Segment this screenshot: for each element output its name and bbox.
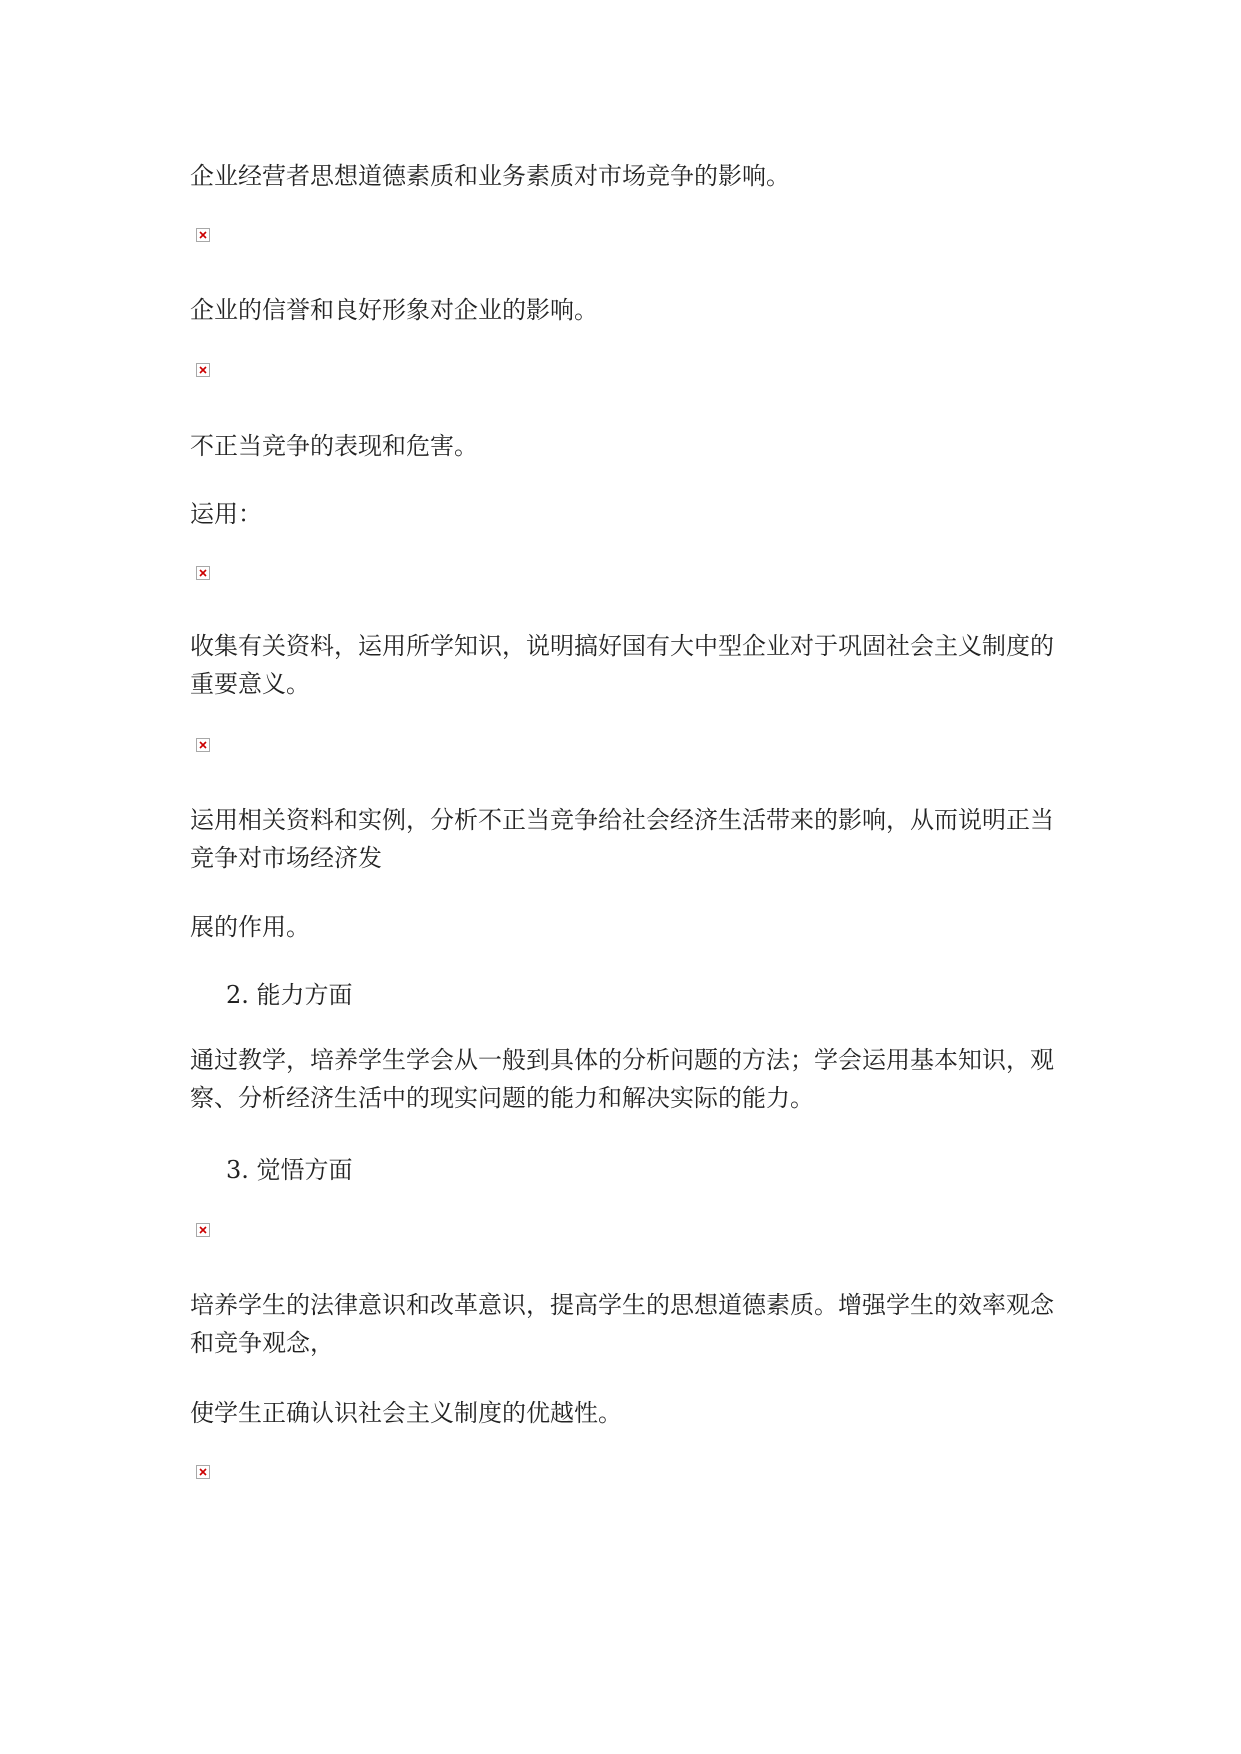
broken-image-icon [196,363,210,377]
broken-image-icon [196,1465,210,1479]
paragraph-awareness-goals: 培养学生的法律意识和改革意识，提高学生的思想道德素质。增强学生的效率观念和竞争观念， [190,1291,1054,1357]
paragraph-unfair-competition: 不正当竞争的表现和危害。 [190,432,478,460]
paragraph-development-role: 展的作用。 [190,913,310,941]
section-heading-awareness: 3. 觉悟方面 [226,1156,353,1184]
broken-image-icon [196,228,210,242]
paragraph-business-manager-quality: 企业经营者思想道德素质和业务素质对市场竞争的影响。 [190,162,790,190]
paragraph-socialism-advantage: 使学生正确认识社会主义制度的优越性。 [190,1399,622,1427]
paragraph-ability-goals: 通过教学，培养学生学会从一般到具体的分析问题的方法；学会运用基本知识，观察、分析经济生活中的现实问题的能力和解决实际的能力。 [190,1046,1054,1112]
broken-image-icon [196,738,210,752]
section-heading-ability: 2. 能力方面 [226,981,353,1009]
paragraph-enterprise-reputation: 企业的信誉和良好形象对企业的影响。 [190,296,598,324]
paragraph-state-enterprises: 收集有关资料，运用所学知识，说明搞好国有大中型企业对于巩固社会主义制度的重要意义。 [190,632,1054,698]
paragraph-application-label: 运用： [190,500,262,528]
broken-image-icon [196,1223,210,1237]
broken-image-icon [196,566,210,580]
paragraph-competition-analysis: 运用相关资料和实例，分析不正当竞争给社会经济生活带来的影响，从而说明正当竞争对市场经济发 [190,806,1054,872]
